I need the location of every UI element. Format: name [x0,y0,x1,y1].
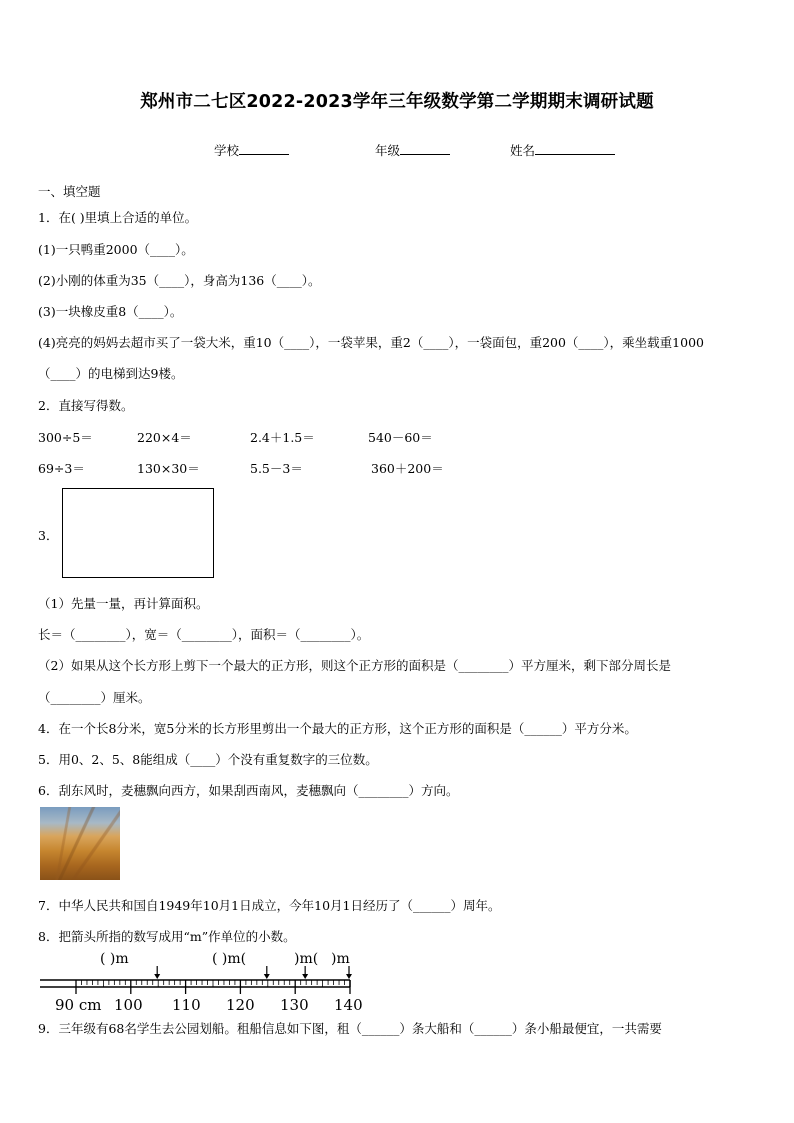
name-label: 姓名 [510,143,536,158]
q2-item: 300÷5＝ [38,430,93,445]
q9-text: 9．三年级有68名学生去公园划船。租船信息如下图，租（______）条大船和（______）条小船最便宜，一共需要 [38,1021,662,1036]
q2-item: 5.5－3＝ [250,461,303,476]
q2-item: 130×30＝ [137,461,200,476]
wheat-photo [40,807,120,880]
q7-text: 7．中华人民共和国自1949年10月1日成立，今年10月1日经历了（______）周年。 [38,898,501,913]
ruler-answer-label: ( )m( [212,951,247,967]
q1-part4-line1: (4)亮亮的妈妈去超市买了一袋大米，重10（____），一袋苹果，重2（____），一袋面包，重200（____），乘坐载重1000 [38,335,704,350]
q2-item: 220×4＝ [137,430,192,445]
q4-text: 4．在一个长8分米，宽5分米的长方形里剪出一个最大的正方形，这个正方形的面积是（______）平方分米。 [38,721,637,736]
ruler-arrow [346,966,352,979]
q8-text: 8．把箭头所指的数写成用“m”作单位的小数。 [38,929,296,944]
school-blank[interactable] [239,142,289,155]
ruler-arrow [302,966,308,979]
ruler-answer-label: ( )m [100,951,129,967]
q3-part2-line1: （2）如果从这个长方形上剪下一个最大的正方形，则这个正方形的面积是（________）平方厘米，剩下部分周长是 [38,658,671,673]
ruler-tick-label: 120 [226,996,255,1014]
ruler-tick-label: 140 [334,996,363,1014]
q5-text: 5．用0、2、5、8能组成（____）个没有重复数字的三位数。 [38,752,378,767]
school-field [214,141,289,159]
ruler-arrow [154,966,160,979]
q3-part1-answers: 长＝（________），宽＝（________），面积＝（________）。 [38,627,370,642]
q1-part3: (3)一块橡皮重8（____）。 [38,304,183,319]
q3-part2-line2: （________）厘米。 [38,690,151,705]
q1-stem: 1．在( )里填上合适的单位。 [38,210,198,225]
q2-item: 540－60＝ [368,430,433,445]
grade-label: 年级 [375,143,401,158]
q3-number: 3． [38,528,59,543]
ruler-tick-label: 90 cm [55,996,102,1014]
ruler-answer-label: )m( [294,951,319,967]
ruler-arrows [154,966,352,979]
q2-item: 360＋200＝ [371,461,444,476]
grade-blank[interactable] [400,142,450,155]
ruler-arrow [264,966,270,979]
ruler-tick-label: 110 [172,996,201,1014]
name-blank[interactable] [535,142,615,155]
measure-rectangle [62,488,214,578]
q3-part1: （1）先量一量，再计算面积。 [38,596,209,611]
grade-field [375,141,450,159]
q6-text: 6．刮东风时，麦穗飘向西方，如果刮西南风，麦穗飘向（________）方向。 [38,783,459,798]
school-label: 学校 [214,143,240,158]
q1-part4-line2: （____）的电梯到达9楼。 [38,366,184,381]
ruler-answer-label: )m [331,951,350,967]
q1-part2: (2)小刚的体重为35（____），身高为136（____）。 [38,273,321,288]
section-title: 一、填空题 [38,184,101,199]
q2-stem: 2．直接写得数。 [38,398,134,413]
page-title: 郑州市二七区2022-2023学年三年级数学第二学期期末调研试题 [140,92,654,112]
q2-item: 2.4＋1.5＝ [250,430,315,445]
q1-part1: (1)一只鸭重2000（____）。 [38,242,194,257]
name-field [510,141,615,159]
ruler-tick-label: 130 [280,996,309,1014]
ruler-tick-label: 100 [114,996,143,1014]
ruler-svg [36,944,376,1014]
q2-item: 69÷3＝ [38,461,85,476]
ruler-figure [36,944,376,1017]
